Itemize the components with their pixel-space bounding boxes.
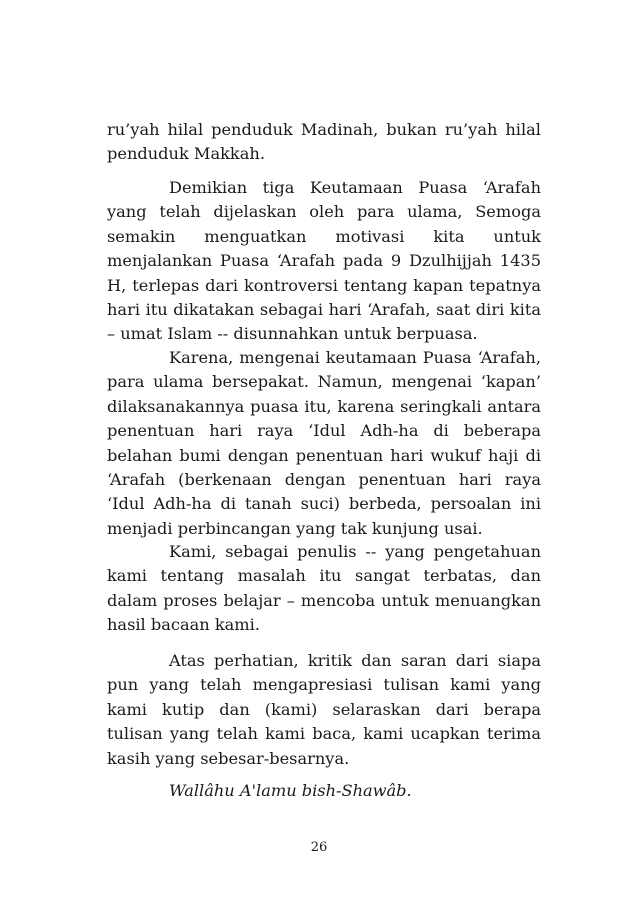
paragraph-text: Atas perhatian, kritik dan saran dari siapa pun yang telah mengapresiasi tulisan kami yang kami kutip dan (kami) selaraskan dari berapa tulisan yang telah kami baca, kami ucapkan terima kasih yang sebesar-besarnya.	[107, 651, 541, 768]
paragraph-thanks	[107, 649, 541, 771]
paragraph-text: Kami, sebagai penulis -- yang pengetahuan kami tentang masalah itu sangat terbatas, dan dalam proses belajar – mencoba untuk menuangkan hasil bacaan kami.	[107, 542, 541, 635]
page-number: 26	[310, 840, 328, 855]
paragraph-summary	[107, 176, 541, 347]
paragraph-text: Demikian tiga Keutamaan Puasa ‘Arafah yang telah dijelaskan oleh para ulama, Semoga semakin menguatkan motivasi kita untuk menjalankan Puasa ‘Arafah pada 9 Dzulhijjah 1435 H, terlepas dari kontroversi tentang kapan tepatnya hari itu dikatakan sebagai hari ‘Arafah, saat diri kita – umat Islam -- disunnahkan untuk berpuasa.	[107, 178, 541, 344]
paragraph-continuation	[107, 118, 541, 167]
closing-phrase	[107, 779, 541, 803]
paragraph-text: Karena, mengenai keutamaan Puasa ‘Arafah, para ulama bersepakat. Namun, mengenai ‘kapan’ dilaksanakannya puasa itu, karena seringkali antara penentuan hari raya ‘Idul Adh-ha di beberapa belahan bumi dengan penentuan hari wukuf haji di ‘Arafah (berkenaan dengan penentuan hari raya ‘Idul Adh-ha di tanah suci) berbeda, persoalan ini menjadi perbincangan yang tak kunjung usai.	[107, 348, 541, 538]
paragraph-disagreement	[107, 346, 541, 541]
paragraph-text: ru’yah hilal penduduk Madinah, bukan ru’yah hilal penduduk Makkah.	[107, 120, 541, 164]
paragraph-author-note	[107, 540, 541, 638]
closing-phrase-text: Wallâhu A'lamu bish-Shawâb.	[169, 781, 412, 800]
